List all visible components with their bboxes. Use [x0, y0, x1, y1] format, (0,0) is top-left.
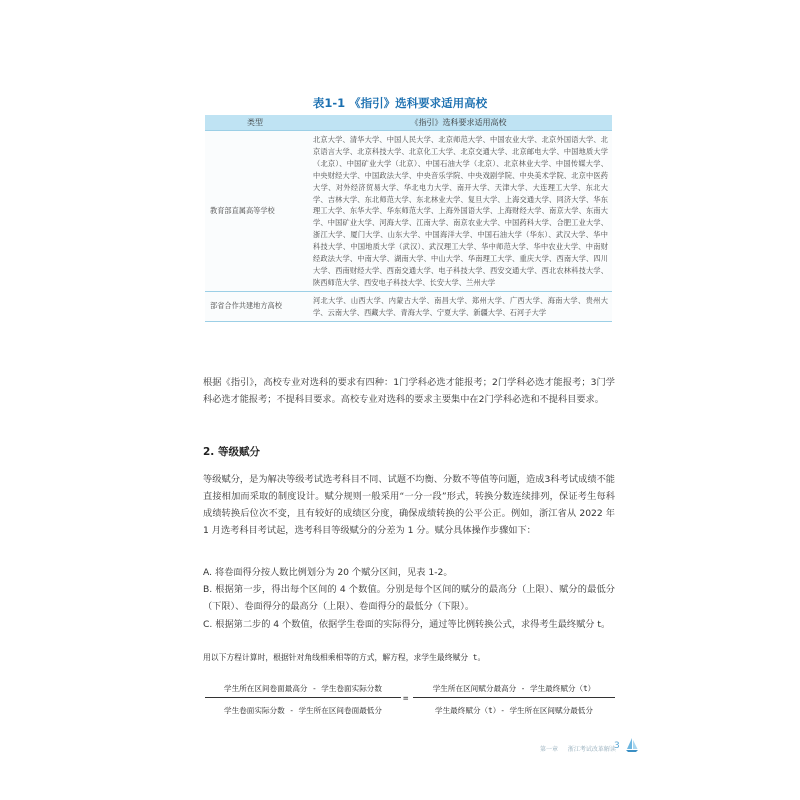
left-fraction — [205, 683, 401, 716]
steps-list — [203, 564, 615, 633]
paragraph-grade-scoring: 等级赋分，是为解决等级考试选考科目不同、试题不均衡、分数不等值等问题，造成3科考试成绩不能直接相加而采取的制度设计。赋分规则一般采用“一分一段”形式，转换分数连续排列，保证考生每科成绩转换后位次不变，且有较好的成绩区分度，确保成绩转换的公平公正。例如，浙江省从 2022 年 1 月选考科目考试起，选考科目等级赋分的分差为 1 分。赋分具体操作步骤如下： — [203, 474, 615, 536]
column-header-type: 类型 — [205, 115, 305, 131]
left-numerator: 学生所在区间卷面最高分 - 学生卷面实际分数 — [205, 683, 401, 698]
step-item: C. 根据第二步的 4 个数值，依据学生卷面的实际得分，通过等比例转换公式，求得考生最终赋分 t。 — [203, 618, 611, 630]
row-type-label: 教育部直属高等学校 — [205, 131, 305, 292]
sailboat-icon — [624, 737, 640, 753]
left-denominator: 学生卷面实际分数 - 学生所在区间卷面最低分 — [224, 706, 382, 715]
page-number: 3 — [614, 741, 620, 751]
section-heading: 2. 等级赋分 — [203, 446, 260, 458]
table-caption: 表1-1 《指引》选科要求适用高校 — [312, 96, 488, 110]
formula-intro: 用以下方程计算时，根据针对角线相乘相等的方式，解方程，求学生最终赋分 t。 — [203, 653, 486, 662]
conversion-formula — [205, 683, 615, 723]
column-header-universities: 《指引》选科要求适用高校 — [305, 115, 612, 131]
table-header-row — [205, 115, 612, 131]
paragraph-selection-requirements: 根据《指引》，高校专业对选科的要求有四种：1门学科必选才能报考；2门学科必选才能报考；3门学科必选才能报考；不提科目要求。高校专业对选科的要求主要集中在2门学科必选和不提科目要求。 — [203, 377, 615, 405]
table-row — [205, 291, 612, 321]
row-university-list: 北京大学、清华大学、中国人民大学、北京师范大学、中国农业大学、北京外国语大学、北京语言大学、北京科技大学、北京化工大学、北京交通大学、北京邮电大学、中国地质大学（北京）、中国矿业大学（北京）、中国石油大学（北京）、北京林业大学、中国传媒大学、中央财经大学、中国政法大学、中央音乐学院、中央戏剧学院、中央美术学院、北京中医药大学、对外经济贸易大学、华北电力大学、南开大学、天津大学、大连理工大学、东北大学、吉林大学、东北师范大学、东北林业大学、复旦大学、上海交通大学、同济大学、华东理工大学、东华大学、华东师范大学、上海外国语大学、上海财经大学、南京大学、东南大学、中国矿业大学、河海大学、江南大学、南京农业大学、中国药科大学、合肥工业大学、浙江大学、厦门大学、山东大学、中国海洋大学、中国石油大学（华东）、武汉大学、华中科技大学、中国地质大学（武汉）、武汉理工大学、华中师范大学、华中农业大学、中南财经政法大学、中南大学、湖南大学、中山大学、华南理工大学、重庆大学、西南大学、四川大学、西南财经大学、西南交通大学、电子科技大学、西安交通大学、西北农林科技大学、陕西师范大学、西安电子科技大学、长安大学、兰州大学 — [305, 131, 612, 292]
table-row — [205, 131, 612, 292]
university-table — [205, 115, 612, 322]
right-numerator: 学生所在区间赋分最高分 - 学生最终赋分（t） — [413, 683, 615, 698]
right-fraction — [413, 683, 615, 716]
step-item: B. 根据第一步，得出每个区间的 4 个数值。分别是每个区间的赋分的最高分（上限）、赋分的最低分（下限）、卷面得分的最高分（上限）、卷面得分的最低分（下限）。 — [203, 584, 615, 613]
right-denominator: 学生最终赋分（t）- 学生所在区间赋分最低分 — [435, 706, 593, 715]
step-item: A. 将卷面得分按人数比例划分为 20 个赋分区间，见表 1-2。 — [203, 567, 453, 578]
footer-chapter: 第一章 浙江考试改革解读 — [540, 746, 616, 753]
equals-sign: = — [403, 694, 409, 704]
row-university-list: 河北大学、山西大学、内蒙古大学、南昌大学、郑州大学、广西大学、海南大学、贵州大学、云南大学、西藏大学、青海大学、宁夏大学、新疆大学、石河子大学 — [305, 291, 612, 321]
row-type-label: 部省合作共建地方高校 — [205, 291, 305, 321]
